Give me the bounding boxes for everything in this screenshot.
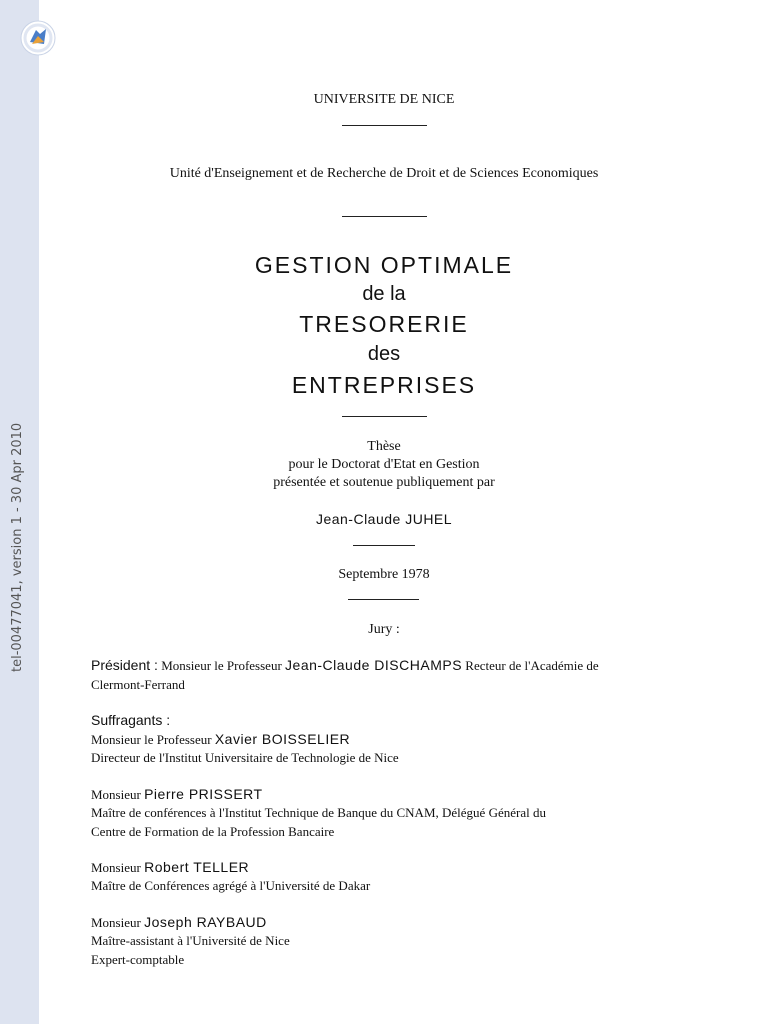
member-role: Centre de Formation de la Profession Bancaire xyxy=(91,824,335,839)
member-role: Maître de conférences à l'Institut Technique de Banque du CNAM, Délégué Général du xyxy=(91,805,546,820)
divider xyxy=(342,216,427,217)
president-role-line-2: Clermont-Ferrand xyxy=(91,677,185,692)
title-line-5: ENTREPRISES xyxy=(291,372,477,398)
member-name-line xyxy=(91,859,249,876)
archive-logo-icon xyxy=(20,20,56,56)
thesis-line-2: pour le Doctorat d'Etat en Gestion xyxy=(288,457,480,472)
title-line-4: des xyxy=(367,343,401,365)
member-name-line xyxy=(91,914,267,931)
president-role: Recteur de l'Académie de xyxy=(465,658,599,673)
thesis-date: Septembre 1978 xyxy=(338,567,430,582)
member-name: Pierre PRISSERT xyxy=(144,786,263,802)
member-name: Xavier BOISSELIER xyxy=(214,731,351,747)
member-prefix: Monsieur xyxy=(91,915,141,930)
member-name-line xyxy=(91,731,350,748)
member-name: Joseph RAYBAUD xyxy=(144,914,267,930)
member-role: Directeur de l'Institut Universitaire de Technologie de Nice xyxy=(91,750,399,765)
faculty-unit: Unité d'Enseignement et de Recherche de Droit et de Sciences Economiques xyxy=(169,166,599,181)
president-name: Jean-Claude DISCHAMPS xyxy=(285,657,463,673)
member-role: Expert-comptable xyxy=(91,952,185,967)
president-line xyxy=(91,657,599,674)
thesis-line-1: Thèse xyxy=(367,439,401,454)
divider xyxy=(353,545,415,546)
archive-stamp-text: tel-00477041, version 1 - 30 Apr 2010 xyxy=(10,422,25,672)
thesis-author: Jean-Claude JUHEL xyxy=(315,511,453,527)
divider xyxy=(342,416,427,417)
title-line-3: TRESORERIE xyxy=(299,311,469,337)
member-name: Robert TELLER xyxy=(144,859,250,875)
title-line-1: GESTION OPTIMALE xyxy=(254,252,514,278)
member-prefix: Monsieur xyxy=(91,787,141,802)
thesis-line-3: présentée et soutenue publiquement par xyxy=(273,475,495,490)
university-name: UNIVERSITE DE NICE xyxy=(313,92,455,107)
member-name-line xyxy=(91,786,263,803)
president-label: Président : xyxy=(91,657,158,673)
title-line-2: de la xyxy=(362,283,406,305)
divider xyxy=(348,599,419,600)
suffragants-label: Suffragants : xyxy=(91,712,171,728)
jury-label: Jury : xyxy=(368,622,400,637)
member-prefix: Monsieur le Professeur xyxy=(91,732,212,747)
member-role: Maître de Conférences agrégé à l'Université de Dakar xyxy=(91,878,371,893)
president-prefix: Monsieur le Professeur xyxy=(161,658,282,673)
member-prefix: Monsieur xyxy=(91,860,141,875)
member-role: Maître-assistant à l'Université de Nice xyxy=(91,933,290,948)
divider xyxy=(342,125,427,126)
